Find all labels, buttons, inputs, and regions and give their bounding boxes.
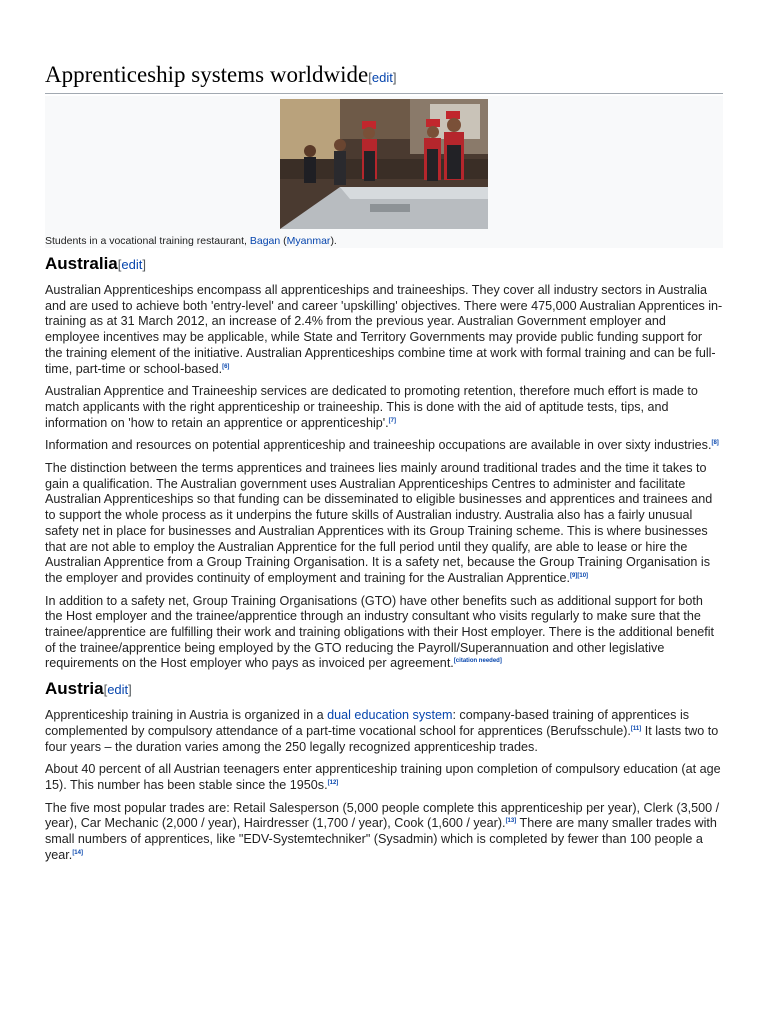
figure-caption: Students in a vocational training restaurant, Bagan (Myanmar). xyxy=(45,235,337,247)
photo-illustration xyxy=(280,99,488,229)
dual-education-link[interactable]: dual education system xyxy=(327,708,453,723)
austria-paragraph-1: Apprenticeship training in Austria is organized in a dual education system: company-based training of apprentices is complemented by compulsory attendance of a part-time vocational school for apprentices (Berufsschule).[11] It lasts two to four years – the duration varies among the 250 legally recognized apprenticeship trades. xyxy=(45,708,719,754)
citation-7[interactable]: [7] xyxy=(388,417,396,424)
austria-paragraph-2: About 40 percent of all Austrian teenagers enter apprenticeship training upon completion of compulsory education (at age 15). This number has been stable since the 1950s.[12] xyxy=(45,762,721,792)
citation-9-10[interactable]: [9][10] xyxy=(570,572,589,579)
australia-paragraph-5: In addition to a safety net, Group Training Organisations (GTO) have other benefits such as additional support for both the Host employer and the trainee/apprentice through an industry consultant who visits regularly to make sure that the trainee/apprentice are fulfilling their work and training obligations with their Host employer. There is the additional benefit of the trainee/apprentice being employed by the GTO reducing the Payroll/Superannuation and other legislative requirements on the Host employer who pays as invoiced per agreement.[citation needed] xyxy=(45,593,715,671)
edit-australia-link[interactable]: [edit] xyxy=(117,257,146,272)
citation-12[interactable]: [12] xyxy=(327,779,339,786)
section-heading-austria: Austria[edit] xyxy=(45,679,132,699)
figure xyxy=(45,96,723,248)
citation-11[interactable]: [11] xyxy=(630,725,642,732)
australia-paragraph-3: Information and resources on potential apprenticeship and traineeship occupations are available in over sixty industries.[8] xyxy=(45,438,719,453)
bagan-link[interactable]: Bagan xyxy=(249,235,281,247)
australia-paragraph-1: Australian Apprenticeships encompass all apprenticeships and traineeships. They cover all industry sectors in Australia and are used to achieve both 'entry-level' and career 'upskilling' objectives. There were 475,000 Australian Apprentices in-training as at 31 March 2012, an increase of 2.4% from the previous year. Australian Government employer and employee incentives may be applicable, while State and Territory Governments may provide public funding support for the training element of the initiative. Australian Apprenticeships combine time at work with formal training and can be full-time, part-time or school-based.[6] xyxy=(45,283,723,376)
article-content xyxy=(45,62,723,871)
australia-paragraph-4: The distinction between the terms apprentices and trainees lies mainly around traditional trades and the time it takes to gain a qualification. The Australian government uses Australian Apprenticeships Centres to administer and facilitate Australian Apprenticeships so that funding can be disseminated to eligible businesses and apprentices and trainees and to support the whole process as it underpins the future skills of Australian industry. Australia also has a fairly unusual safety net in place for businesses and Australian Apprentices with its Group Training scheme. This is where businesses that are not able to employ the Australian Apprentice for the full period until they qualify, are able to lease or hire the Australian Apprentice from a Group Training Organisation. It is a safety net, because the Group Training Organisation is the employer and provides continuity of employment and training for the Australian Apprentice.[9][10] xyxy=(45,461,713,585)
page-title xyxy=(45,62,723,94)
edit-section-link[interactable]: [edit] xyxy=(368,70,397,85)
australia-paragraph-2: Australian Apprentice and Traineeship services are dedicated to promoting retention, therefore much effort is made to match applicants with the right apprenticeship or traineeship. This is done with the aid of aptitude tests, tips, and information on 'how to retain an apprentice or apprenticeship'.[7] xyxy=(45,384,698,430)
citation-14[interactable]: [14] xyxy=(72,849,83,856)
citation-6[interactable]: [6] xyxy=(222,363,230,370)
training-restaurant-photo[interactable] xyxy=(280,99,488,229)
citation-needed[interactable]: [citation needed] xyxy=(453,658,502,665)
page-title-text: Apprenticeship systems worldwide xyxy=(45,62,369,87)
citation-8[interactable]: [8] xyxy=(711,440,719,447)
section-heading-australia: Australia[edit] xyxy=(45,254,146,273)
myanmar-link[interactable]: Myanmar xyxy=(286,235,331,247)
edit-austria-link[interactable]: [edit] xyxy=(103,682,132,698)
austria-paragraph-3: The five most popular trades are: Retail Salesperson (5,000 people complete this apprenticeship per year), Clerk (3,500 / year), Car Mechanic (2,000 / year), Hairdresser (1,700 / year), Cook (1,600 / year).[13] There are many smaller trades with small numbers of apprentices, like "EDV-Systemtechniker" (Sysadmin) which is completed by fewer than 100 people a year.[14] xyxy=(45,800,720,862)
citation-13[interactable]: [13] xyxy=(505,818,517,825)
